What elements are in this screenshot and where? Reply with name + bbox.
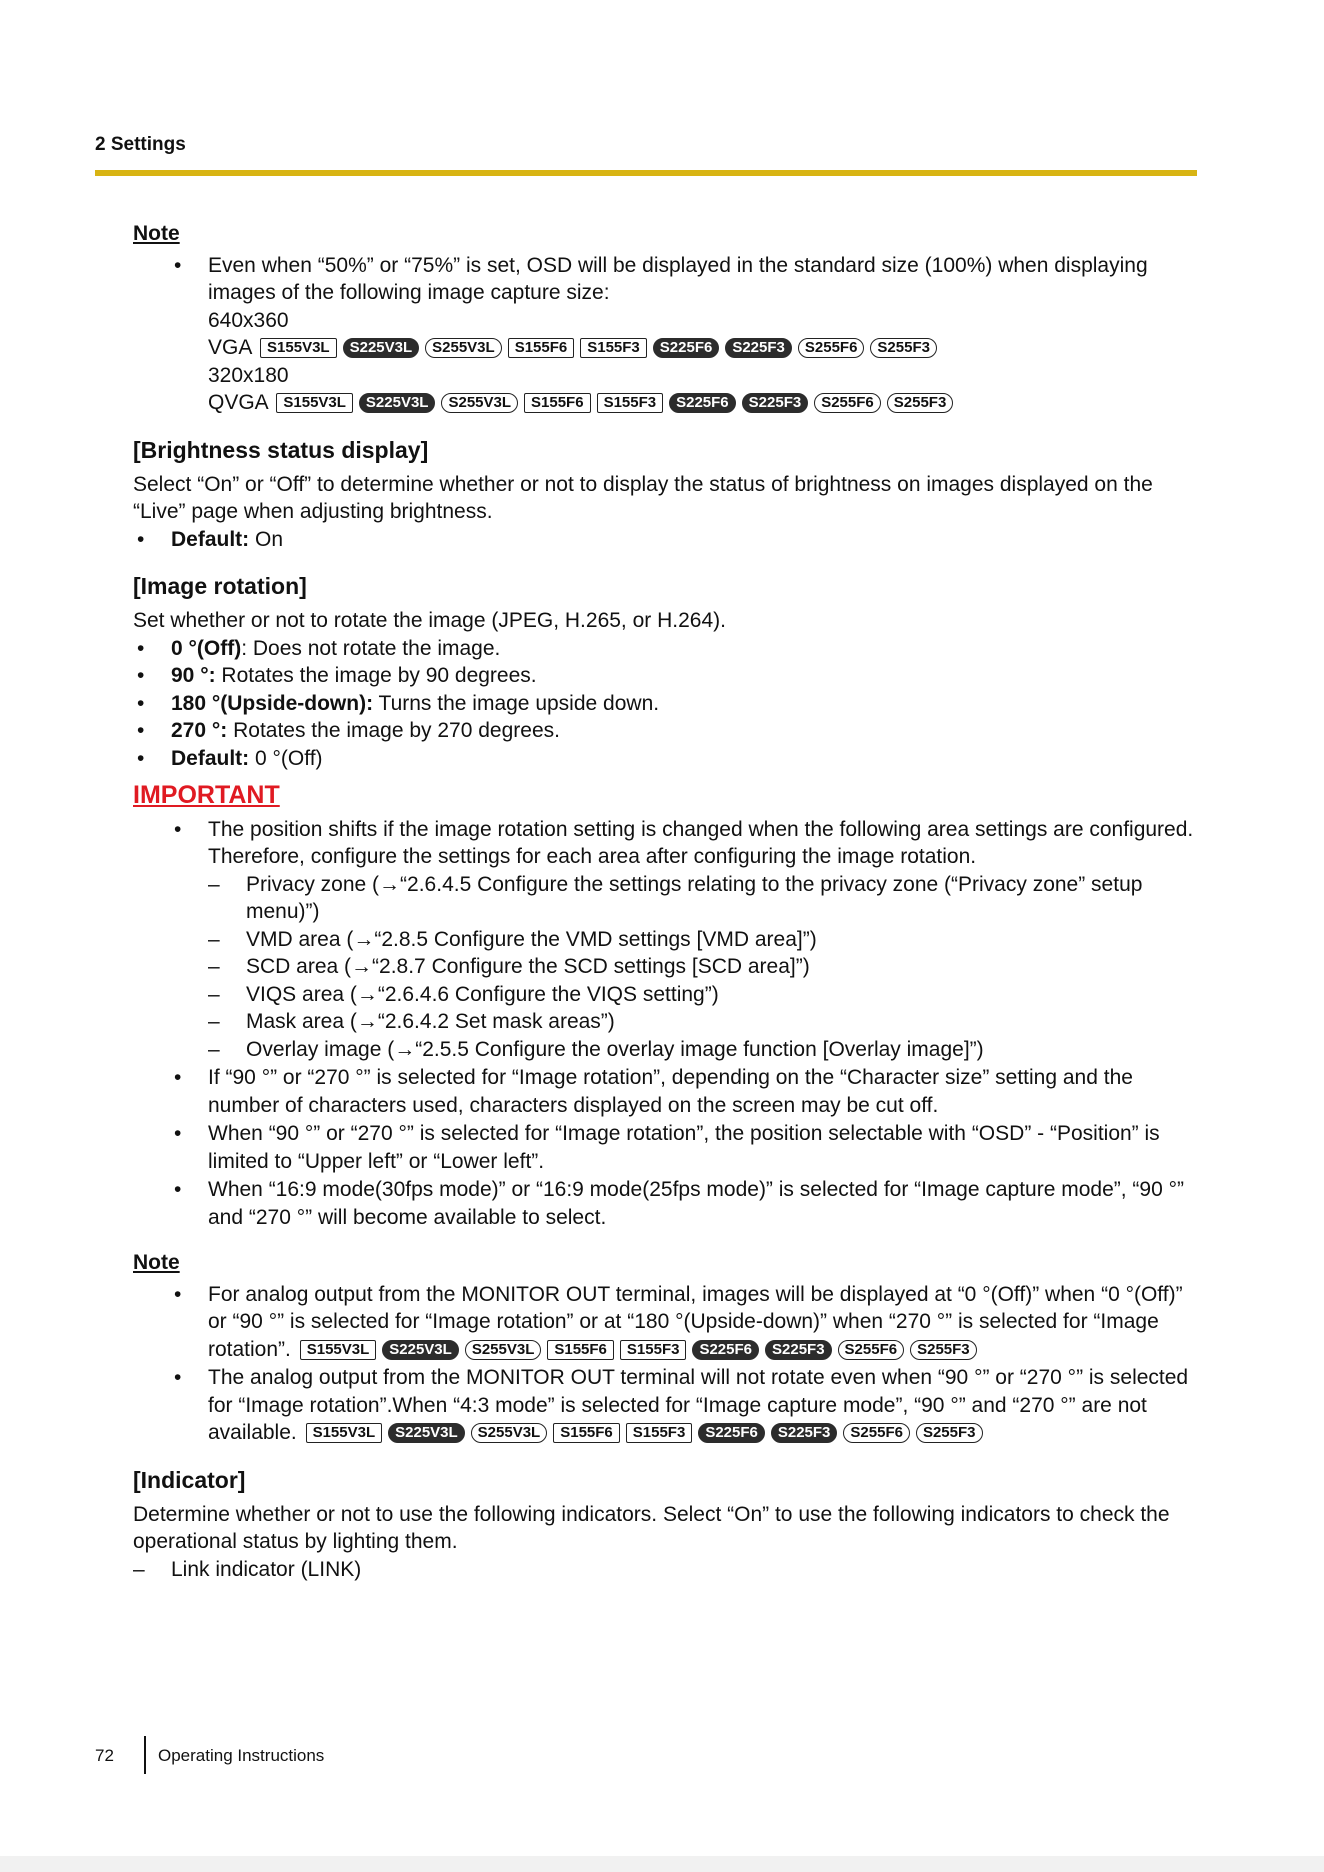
- list-item: [170, 1281, 1199, 1364]
- model-badge-s225v3l: S225V3L: [388, 1423, 465, 1443]
- list-item: – Mask area (→“2.6.4.2 Set mask areas”): [208, 1008, 1199, 1036]
- model-badge-s225v3l: S225V3L: [343, 338, 420, 358]
- model-badge-s255f3: S255F3: [910, 1340, 977, 1360]
- model-badge-s255f6: S255F6: [838, 1340, 905, 1360]
- note-title: Note: [133, 222, 180, 245]
- list-item: [133, 635, 1199, 663]
- option-text: 0 °(Off): [249, 746, 323, 770]
- model-badge-s255v3l: S255V3L: [425, 338, 502, 358]
- list-item: – Link indicator (LINK): [133, 1556, 1199, 1584]
- default-value: On: [249, 527, 284, 551]
- section-description: Select “On” or “Off” to determine whether or not to display the status of brightness on images displayed on the “Live” page when adjusting brightness.: [133, 472, 1153, 523]
- default-label: Default:: [171, 527, 250, 551]
- list-item: • When “16:9 mode(30fps mode)” or “16:9 mode(25fps mode)” is selected for “Image capture mode”, “90 °” and “270 °” will become available to select.: [170, 1176, 1199, 1231]
- note-text: For analog output from the MONITOR OUT terminal, images will be displayed at “0 °(Off)” when “0 °(Off)” or “90 °” is selected for “Image rotation” or at “180 °(Upside-down)” when “270 °” is selected for “Image rotation”.: [208, 1282, 1183, 1361]
- model-badge-s255f3: S255F3: [870, 338, 937, 358]
- option-label: 270 °:: [171, 719, 228, 742]
- note-text: The analog output from the MONITOR OUT terminal will not rotate even when “90 °” or “270 °” is selected for “Image rotation”.When “4:3 mode” is selected for “Image capture mode”, “90 °” and “270 °” are not available.: [208, 1366, 1189, 1444]
- section-heading-brightness: [Brightness status display]: [133, 436, 429, 463]
- list-item: [133, 745, 1199, 773]
- model-badge-s225f3: S225F3: [765, 1340, 832, 1360]
- option-label: 180 °(Upside-down):: [171, 691, 374, 715]
- list-item: • When “90 °” or “270 °” is selected for “Image rotation”, the position selectable with “OSD” - “Position” is limited to “Upper left” or “Lower left”.: [170, 1120, 1199, 1175]
- qvga-label: QVGA: [208, 391, 268, 414]
- section-description: Determine whether or not to use the following indicators. Select “On” to use the following indicators to check the operational status by lighting them.: [133, 1502, 1170, 1553]
- chapter-heading: 2 Settings: [95, 134, 186, 155]
- option-text: Rotates the image by 90 degrees.: [215, 664, 537, 687]
- note-list: [133, 1281, 1199, 1447]
- model-badge-s255f6: S255F6: [843, 1423, 910, 1443]
- model-badge-s225v3l: S225V3L: [359, 393, 436, 413]
- model-badge-s225f6: S225F6: [669, 393, 736, 413]
- note-list: [133, 252, 1199, 417]
- page-content: [133, 220, 1199, 1583]
- footer-title: Operating Instructions: [158, 1746, 325, 1765]
- model-badge-s225f6: S225F6: [698, 1423, 765, 1443]
- list-item: – Privacy zone (→“2.6.4.5 Configure the settings relating to the privacy zone (“Privacy zone” setup menu)”): [208, 871, 1199, 926]
- list-item: – SCD area (→“2.8.7 Configure the SCD settings [SCD area]”): [208, 953, 1199, 981]
- model-badge-s155v3l: S155V3L: [306, 1423, 383, 1443]
- area-list: [208, 871, 1199, 1064]
- model-badges: [303, 1421, 986, 1444]
- section-heading-indicator: [Indicator]: [133, 1466, 246, 1493]
- section-description: Set whether or not to rotate the image (JPEG, H.265, or H.264).: [133, 609, 726, 632]
- option-text: : Does not rotate the image.: [241, 636, 501, 660]
- indicator-list: [133, 1556, 1199, 1584]
- option-label: 0 °(Off): [171, 636, 242, 660]
- list-item: [170, 1364, 1199, 1447]
- model-badge-s225v3l: S225V3L: [382, 1340, 459, 1360]
- model-badge-s155f6: S155F6: [508, 338, 575, 358]
- size-label: 320x180: [208, 363, 289, 387]
- footer-divider: [144, 1736, 146, 1774]
- list-item: – VIQS area (→“2.6.4.6 Configure the VIQS setting”): [208, 981, 1199, 1009]
- list-item: – VMD area (→“2.8.5 Configure the VMD settings [VMD area]”): [208, 926, 1199, 954]
- default-item: [133, 526, 1199, 554]
- header-rule: [95, 170, 1197, 176]
- model-badge-s225f3: S225F3: [771, 1423, 838, 1443]
- option-text: Turns the image upside down.: [373, 691, 660, 715]
- model-badge-s255f3: S255F3: [887, 393, 954, 413]
- model-badge-s155v3l: S155V3L: [260, 338, 337, 358]
- page-number: 72: [95, 1746, 114, 1765]
- list-item: • If “90 °” or “270 °” is selected for “Image rotation”, depending on the “Character size” setting and the number of characters used, characters displayed on the screen may be cut off.: [170, 1064, 1199, 1119]
- model-badge-s155f6: S155F6: [524, 393, 591, 413]
- important-list: [133, 816, 1199, 1232]
- model-badge-s225f6: S225F6: [692, 1340, 759, 1360]
- model-badge-s255f3: S255F3: [916, 1423, 983, 1443]
- model-badge-s255v3l: S255V3L: [471, 1423, 548, 1443]
- rotation-options: [133, 635, 1199, 773]
- note-text: Even when “50%” or “75%” is set, OSD will be displayed in the standard size (100%) when displaying images of the following image capture size:: [208, 253, 1148, 304]
- model-badges: [273, 391, 956, 414]
- model-badge-s255v3l: S255V3L: [465, 1340, 542, 1360]
- model-badge-s155f6: S155F6: [553, 1423, 620, 1443]
- model-badge-s155f6: S155F6: [547, 1340, 614, 1360]
- page-bottom-edge: [0, 1856, 1324, 1872]
- option-text: Rotates the image by 270 degrees.: [227, 719, 560, 742]
- model-badge-s155f3: S155F3: [626, 1423, 693, 1443]
- default-list: [133, 526, 1199, 554]
- model-badge-s155f3: S155F3: [580, 338, 647, 358]
- option-label: Default:: [171, 746, 250, 770]
- size-label: 640x360: [208, 308, 289, 332]
- model-badge-s255f6: S255F6: [798, 338, 865, 358]
- model-badge-s255f6: S255F6: [814, 393, 881, 413]
- model-badge-s255v3l: S255V3L: [441, 393, 518, 413]
- model-badge-s155v3l: S155V3L: [276, 393, 353, 413]
- list-item: [133, 717, 1199, 745]
- list-item: [170, 816, 1199, 1064]
- model-badge-s225f3: S225F3: [725, 338, 792, 358]
- option-label: 90 °:: [171, 664, 216, 687]
- model-badge-s225f3: S225F3: [742, 393, 809, 413]
- model-badges: [257, 336, 940, 359]
- important-title: IMPORTANT: [133, 781, 280, 809]
- model-badge-s155f3: S155F3: [597, 393, 664, 413]
- note-item: [170, 252, 1199, 417]
- model-badge-s155v3l: S155V3L: [300, 1340, 377, 1360]
- model-badge-s225f6: S225F6: [653, 338, 720, 358]
- list-item: – Overlay image (→“2.5.5 Configure the overlay image function [Overlay image]”): [208, 1036, 1199, 1064]
- model-badge-s155f3: S155F3: [620, 1340, 687, 1360]
- list-item: [133, 690, 1199, 718]
- section-heading-rotation: [Image rotation]: [133, 573, 307, 599]
- model-badges: [297, 1338, 980, 1361]
- vga-label: VGA: [208, 336, 252, 359]
- important-text: The position shifts if the image rotation setting is changed when the following area settings are configured. Therefore, configure the settings for each area after configuring the image rotation.: [208, 817, 1194, 868]
- note-title: Note: [133, 1251, 180, 1274]
- list-item: [133, 662, 1199, 690]
